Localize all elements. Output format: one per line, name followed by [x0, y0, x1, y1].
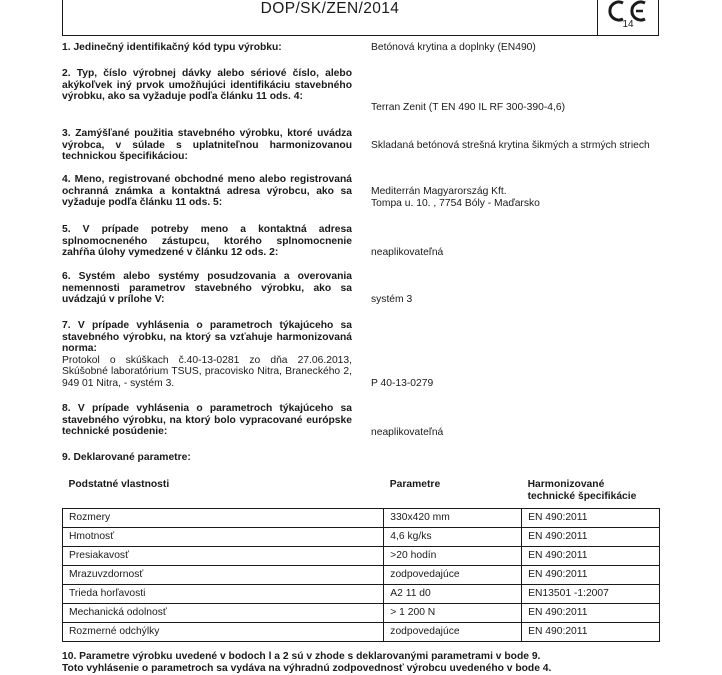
- section-7-question-text: 7. V prípade vyhlásenia o parametroch týkajúceho sa stavebného výrobku, na ktorý sa vzťahuje harmonizovaná norma:: [62, 320, 352, 355]
- section-7-answer: P 40-13-0279: [371, 378, 434, 389]
- section-3-answer: Skladaná betónová strešná krytina šikmých a strmých striech: [371, 140, 650, 151]
- section-2-answer: Terran Zenit (T EN 490 IL RF 300-390-4,6): [371, 102, 566, 113]
- column-header-properties: Podstatné vlastnosti: [63, 476, 384, 509]
- table-row: [63, 509, 660, 528]
- table-row: [63, 528, 660, 547]
- table-cell: EN 490:2011: [522, 566, 660, 585]
- table-cell: EN 490:2011: [522, 604, 660, 623]
- table-cell: Presiakavosť: [63, 547, 384, 566]
- table-cell: EN 490:2011: [522, 528, 660, 547]
- section-6-question: 6. Systém alebo systémy posudzovania a overovania nemennosti parametrov stavebného výrobku, ako sa uvádzajú v prílohe V:: [62, 271, 352, 306]
- table-cell: zodpovedajúce: [384, 623, 522, 642]
- table-row: [63, 604, 660, 623]
- table-cell: Rozmerné odchýlky: [63, 623, 384, 642]
- section-8-answer: neaplikovateľná: [371, 427, 444, 438]
- table-cell: >20 hodín: [384, 547, 522, 566]
- section-10-line2: Toto vyhlásenie o parametroch sa vydáva na výhradnú zodpovednosť výrobcu uvedeného v bode 4.: [62, 662, 552, 674]
- table-cell: A2 11 d0: [384, 585, 522, 604]
- section-9-title: 9. Deklarované parametre:: [62, 452, 191, 463]
- section-2-question: 2. Typ, číslo výrobnej dávky alebo sériové číslo, alebo akýkoľvek iný prvok umožňujúci identifikáciu stavebného výrobku, ako sa vyžaduje podľa článku 11 ods. 4:: [62, 68, 352, 103]
- section-4-question: 4. Meno, registrované obchodné meno alebo registrovaná ochranná známka a kontaktná adresa výrobcu, ako sa vyžaduje podľa článku 11 ods. 5:: [62, 174, 352, 209]
- table-cell: EN13501 -1:2007: [522, 585, 660, 604]
- table-row: [63, 623, 660, 642]
- section-7-question: [62, 320, 352, 390]
- table-cell: 4,6 kg/ks: [384, 528, 522, 547]
- table-cell: Mechanická odolnosť: [63, 604, 384, 623]
- ce-mark-box: [597, 0, 659, 36]
- section-10: [62, 651, 662, 674]
- table-row: [63, 566, 660, 585]
- section-10-line1: 10. Parametre výrobku uvedené v bodoch l a 2 sú v zhode s deklarovanými parametrami v bode 9.: [62, 651, 541, 662]
- section-1-question: 1. Jedinečný identifikačný kód typu výrobku:: [62, 42, 282, 53]
- section-5-question: 5. V prípade potreby meno a kontaktná adresa splnomocneného zástupcu, ktorého splnomocnenie zahŕňa úlohy vymedzené v článku 12 ods. 2:: [62, 224, 352, 259]
- table-row: [63, 547, 660, 566]
- column-header-parameters: Parametre: [384, 476, 522, 509]
- section-1-answer: Betónová krytina a doplnky (EN490): [371, 42, 536, 53]
- section-7-protocol-text: Protokol o skúškach č.40-13-0281 zo dňa 27.06.2013, Skúšobné laboratórium TSUS, pracovisko Nitra, Braneckého 2, 949 01 Nitra, - systém 3.: [62, 354, 352, 389]
- document-title: DOP/SK/ZEN/2014: [260, 0, 400, 17]
- section-3-question: 3. Zamýšľané použitia stavebného výrobku, ktoré uvádza výrobca, v súlade s uplatniteľnou harmonizovanou technickou špecifikáciou:: [62, 128, 352, 163]
- section-6-answer: systém 3: [371, 294, 413, 305]
- table-cell: Mrazuvzdornosť: [63, 566, 384, 585]
- ce-year: 14: [622, 19, 634, 30]
- document-header: [62, 0, 598, 36]
- table-cell: EN 490:2011: [522, 509, 660, 528]
- section-8-question: 8. V prípade vyhlásenia o parametroch týkajúceho sa stavebného výrobku, na ktorý bolo vypracované európske technické posúdenie:: [62, 403, 352, 438]
- table-cell: EN 490:2011: [522, 623, 660, 642]
- table-row: [63, 585, 660, 604]
- section-4-answer-line2: Tompa u. 10. , 7754 Bóly - Maďarsko: [371, 198, 540, 209]
- table-cell: zodpovedajúce: [384, 566, 522, 585]
- table-header-row: [63, 476, 660, 509]
- declared-parameters-table: [62, 476, 660, 642]
- column-header-specifications: Harmonizované technické špecifikácie: [522, 476, 660, 509]
- table-cell: Hmotnosť: [63, 528, 384, 547]
- table-cell: 330x420 mm: [384, 509, 522, 528]
- section-5-answer: neaplikovateľná: [371, 247, 444, 258]
- section-4-answer-line1: Mediterrán Magyarország Kft.: [371, 186, 507, 197]
- table-cell: Rozmery: [63, 509, 384, 528]
- table-cell: > 1 200 N: [384, 604, 522, 623]
- table-cell: Trieda horľavosti: [63, 585, 384, 604]
- table-cell: EN 490:2011: [522, 547, 660, 566]
